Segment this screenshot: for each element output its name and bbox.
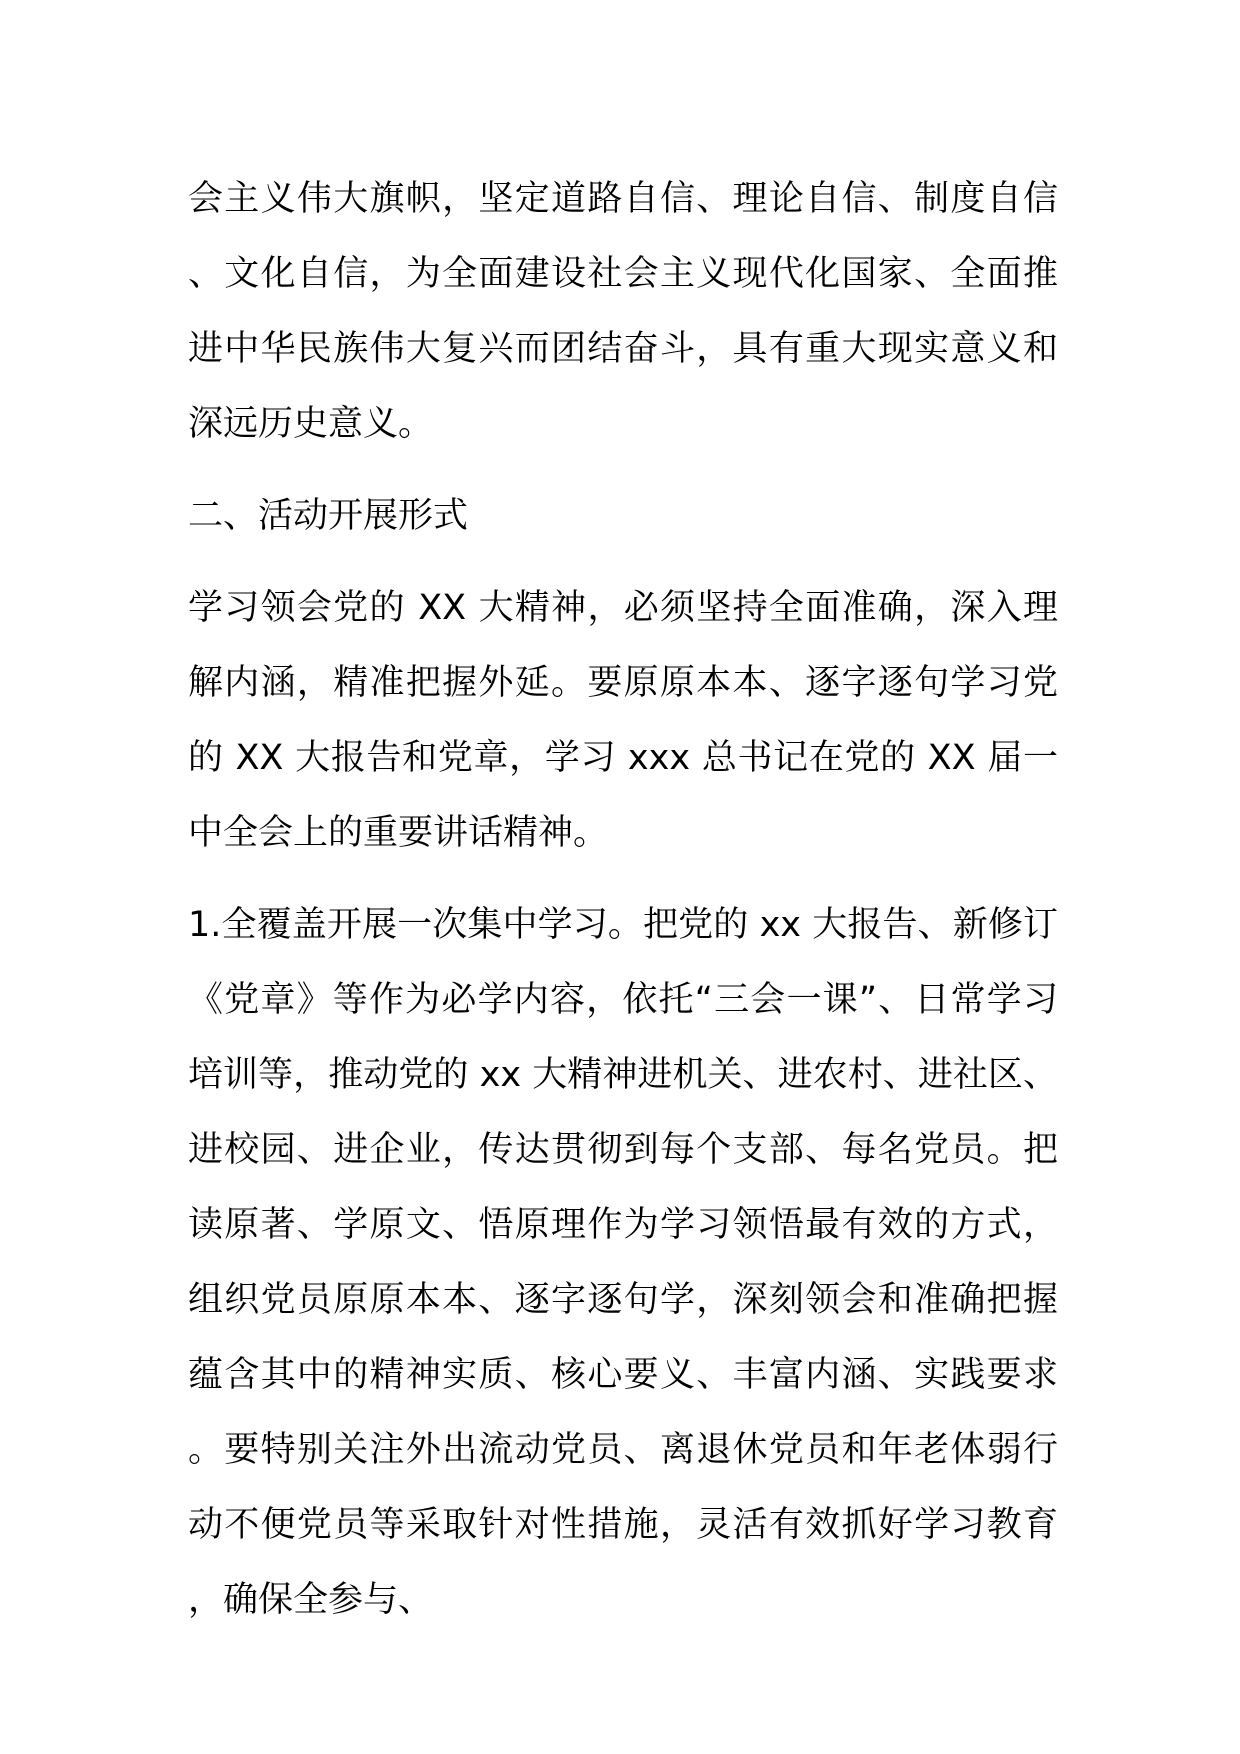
paragraph-centralized-study: 1.全覆盖开展一次集中学习。把党的 xx 大报告、新修订《党章》等作为必学内容，依托“三会一课”、日常学习培训等，推动党的 xx 大精神进机关、进农村、进社区、进校园、进企业，传达贯彻到每个支部、每名党员。把读原著、学原文、悟原理作为学习领悟最有效的方式，组织党员原原本本、逐字逐句学，深刻领会和准确把握蕴含其中的精神实质、核心要义、丰富内涵、实践要求。要特别关注外出流动党员、离退休党员和年老体弱行动不便党员等采取针对性措施，灵活有效抓好学习教育，确保全参与、 xyxy=(188,905,1058,1620)
paragraph-study-spirit: 学习领会党的 XX 大精神，必须坚持全面准确，深入理解内涵，精准把握外延。要原原本本、逐字逐句学习党的 XX 大报告和党章，学习 xxx 总书记在党的 XX 届一中全会上的重要讲话精神。 xyxy=(188,588,1058,853)
section-heading-activity-forms: 二、活动开展形式 xyxy=(188,496,469,536)
paragraph-significance: 会主义伟大旗帜，坚定道路自信、理论自信、制度自信、文化自信，为全面建设社会主义现代化国家、全面推进中华民族伟大复兴而团结奋斗，具有重大现实意义和深远历史意义。 xyxy=(188,179,1058,444)
document-body xyxy=(188,162,1058,1655)
